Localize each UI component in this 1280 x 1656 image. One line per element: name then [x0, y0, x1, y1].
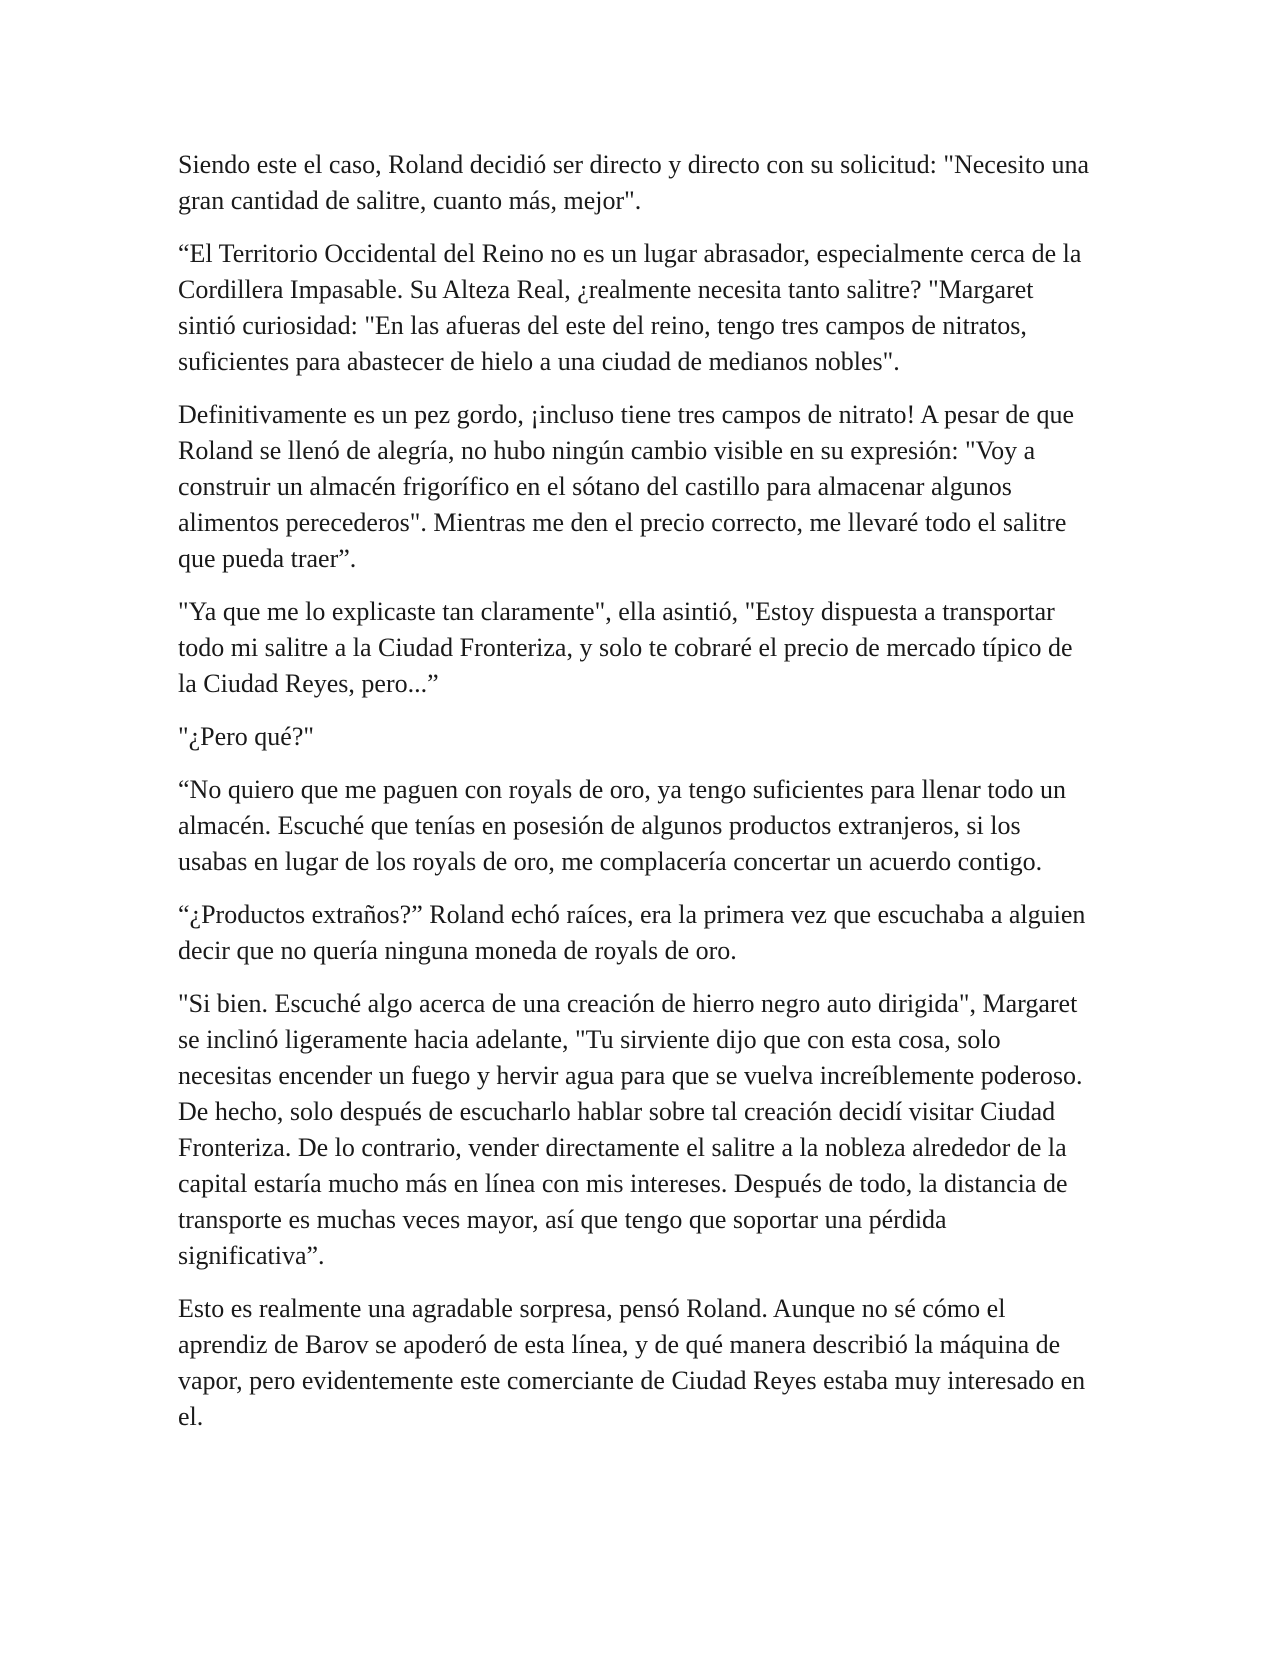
paragraph: “¿Productos extraños?” Roland echó raíces, era la primera vez que escuchaba a alguien decir que no quería ninguna moneda de royals de oro. — [178, 900, 1086, 965]
paragraph: Definitivamente es un pez gordo, ¡incluso tiene tres campos de nitrato! A pesar de que Roland se llenó de alegría, no hubo ningún cambio visible en su expresión: "Voy a construir un almacén frigorífico en el sótano del castillo para almacenar algunos alimentos perecederos". Mientras me den el precio correcto, me llevaré todo el salitre que pueda traer”. — [178, 400, 1074, 573]
paragraph: "¿Pero qué?" — [178, 722, 315, 751]
paragraph: "Ya que me lo explicaste tan claramente", ella asintió, "Estoy dispuesta a transportar todo mi salitre a la Ciudad Fronteriza, y solo te cobraré el precio de mercado típico de la Ciudad Reyes, pero...” — [178, 597, 1073, 698]
paragraph: Esto es realmente una agradable sorpresa, pensó Roland. Aunque no sé cómo el aprendiz de Barov se apoderó de esta línea, y de qué manera describió la máquina de vapor, pero evidentemente este comerciante de Ciudad Reyes estaba muy interesado en el. — [178, 1294, 1086, 1431]
paragraph: “El Territorio Occidental del Reino no es un lugar abrasador, especialmente cerca de la Cordillera Impasable. Su Alteza Real, ¿realmente necesita tanto salitre? "Margaret sintió curiosidad: "En las afueras del este del reino, tengo tres campos de nitratos, suficientes para abastecer de hielo a una ciudad de medianos nobles". — [178, 239, 1082, 376]
paragraph: Siendo este el caso, Roland decidió ser directo y directo con su solicitud: "Necesito una gran cantidad de salitre, cuanto más, mejor". — [178, 150, 1089, 215]
paragraph: "Si bien. Escuché algo acerca de una creación de hierro negro auto dirigida", Margaret se inclinó ligeramente hacia adelante, "Tu sirviente dijo que con esta cosa, solo necesitas encender un fuego y hervir agua para que se vuelva increíblemente poderoso. De hecho, solo después de escucharlo hablar sobre tal creación decidí visitar Ciudad Fronteriza. De lo contrario, vender directamente el salitre a la nobleza alrededor de la capital estaría mucho más en línea con mis intereses. Después de todo, la distancia de transporte es muchas veces mayor, así que tengo que soportar una pérdida significativa”. — [178, 989, 1083, 1270]
paragraph: “No quiero que me paguen con royals de oro, ya tengo suficientes para llenar todo un almacén. Escuché que tenías en posesión de algunos productos extranjeros, si los usabas en lugar de los royals de oro, me complacería concertar un acuerdo contigo. — [178, 775, 1067, 876]
